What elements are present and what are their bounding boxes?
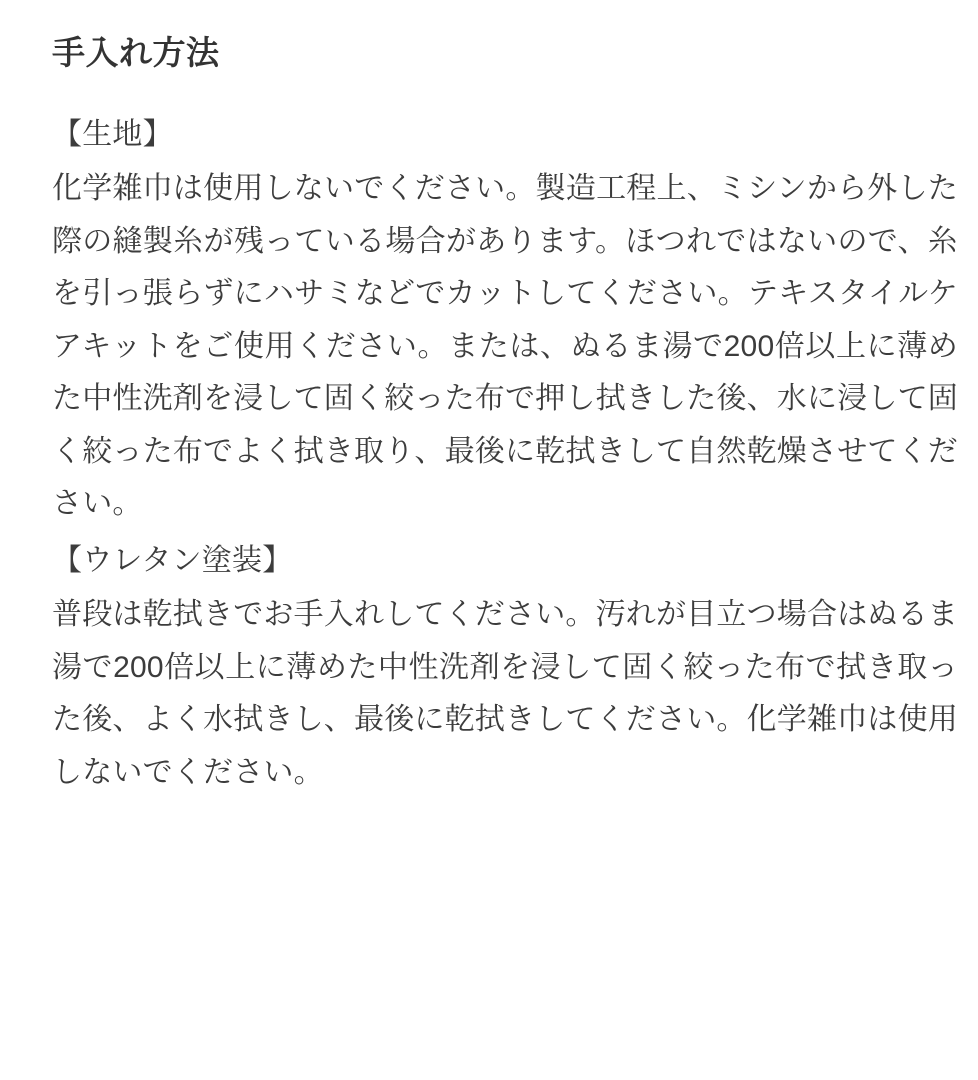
section-heading-fabric: 【生地】 — [52, 117, 173, 151]
section-urethane-coating — [52, 535, 958, 800]
section-fabric — [52, 109, 958, 531]
section-heading-urethane-coating: 【ウレタン塗装】 — [52, 543, 293, 577]
section-body-fabric: 化学雑巾は使用しないでください。製造工程上、ミシンから外した際の縫製糸が残っている場合があります。ほつれではないので、糸を引っ張らずにハサミなどでカットしてください。テキスタイルケアキットをご使用ください。または、ぬるま湯で200倍以上に薄めた中性洗剤を浸して固く絞った布で押し拭きした後、水に浸して固く絞った布でよく拭き取り、最後に乾拭きして自然乾燥させてください。 — [52, 172, 958, 521]
page-title: 手入れ方法 — [52, 34, 220, 71]
section-body-urethane-coating: 普段は乾拭きでお手入れしてください。汚れが目立つ場合はぬるま湯で200倍以上に薄めた中性洗剤を浸して固く絞った布で拭き取った後、よく水拭きし、最後に乾拭きしてください。化学雑巾は使用しないでください。 — [52, 598, 958, 789]
